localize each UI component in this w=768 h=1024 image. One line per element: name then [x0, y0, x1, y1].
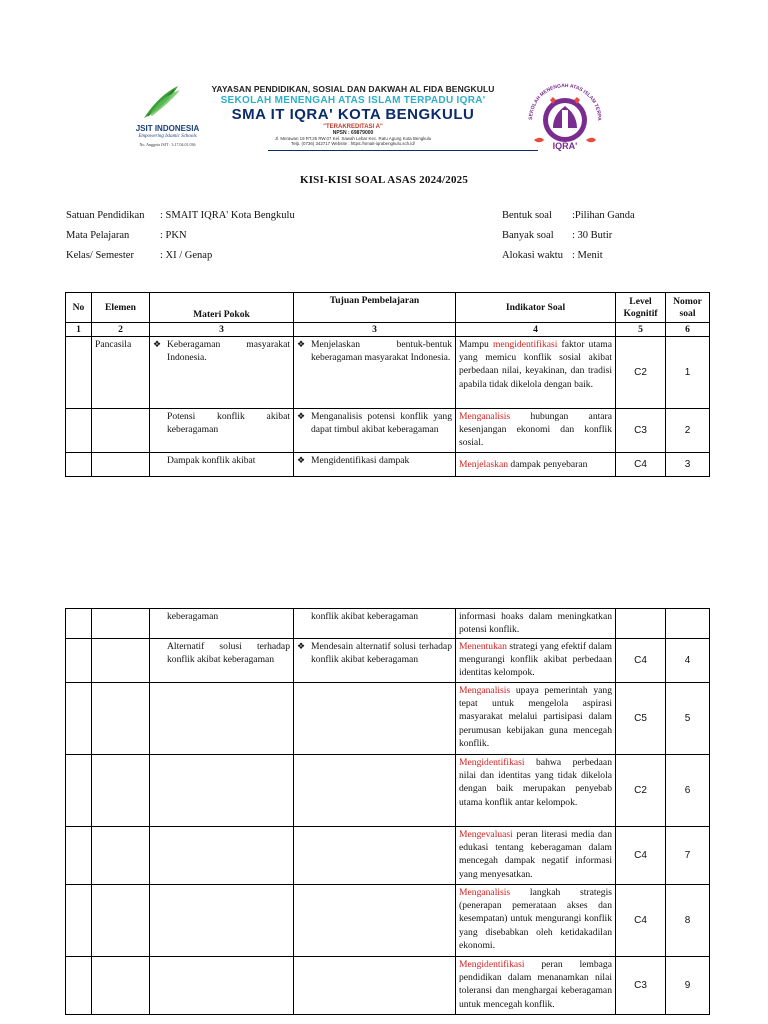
cell-tujuan: [294, 957, 456, 1015]
satuan-label: Satuan Pendidikan: [66, 210, 145, 221]
table-row: [66, 827, 710, 885]
kelas-label: Kelas/ Semester: [66, 250, 134, 261]
school-short-name: SMA IT IQRA' KOTA BENGKULU: [231, 106, 475, 123]
header-tujuan: Tujuan Pembelajaran: [294, 293, 456, 323]
indikator-text: hubungan antara kesenjangan ekonomi dan konflik sosial.: [459, 411, 612, 449]
cell-indikator: [456, 755, 616, 827]
cell-nomor: 9: [666, 957, 710, 1015]
jsit-name: JSIT INDONESIA: [135, 124, 200, 133]
cell-no: [66, 885, 92, 957]
cell-level: C3: [616, 409, 666, 453]
cell-indikator: [456, 639, 616, 683]
table-row: [66, 453, 710, 477]
banyak-value: : 30 Butir: [572, 230, 613, 241]
cell-elemen: [92, 683, 150, 755]
cell-indikator: [456, 885, 616, 957]
indikator-verb: Menganalisis: [459, 887, 511, 898]
cell-level: C5: [616, 683, 666, 755]
indikator-verb: Mengidentifikasi: [459, 959, 525, 970]
table-row: [66, 885, 710, 957]
cell-level: [616, 609, 666, 639]
cell-elemen: [92, 755, 150, 827]
col-num: 6: [666, 323, 710, 337]
cell-indikator: [456, 609, 616, 639]
table-header-row: [66, 293, 710, 323]
indikator-text: upaya pemerintah yang tepat untuk mengelola aspirasi masyarakat melalui partisipasi dalam perumusan kebijakan guna mencegah konflik.: [459, 685, 612, 749]
foundation-name: YAYASAN PENDIDIKAN, SOSIAL DAN DAKWAH AL FIDA BENGKULU: [211, 84, 495, 94]
npsn: NPSN : 69879000: [332, 130, 374, 136]
col-num: 2: [92, 323, 150, 337]
indikator-text: bahwa perbedaan nilai dan identitas yang tidak dikelola dengan baik merupakan penyebab utama konflik antar kelompok.: [459, 757, 612, 808]
header-materi: Materi Pokok: [150, 293, 294, 323]
cell-tujuan: [294, 683, 456, 755]
cell-tujuan: [294, 337, 456, 409]
cell-elemen: [92, 827, 150, 885]
jsit-tagline: Empowering Islamic Schools: [138, 134, 197, 139]
cell-indikator: [456, 827, 616, 885]
bullet-icon: ❖: [297, 455, 306, 465]
header-elemen: Elemen: [92, 293, 150, 323]
bentuk-label: Bentuk soal: [502, 210, 552, 221]
table-row: [66, 683, 710, 755]
cell-nomor: 2: [666, 409, 710, 453]
table-row: [66, 755, 710, 827]
cell-nomor: [666, 609, 710, 639]
cell-level: C4: [616, 453, 666, 477]
cell-level: C2: [616, 755, 666, 827]
tujuan-text: konflik akibat keberagaman: [311, 611, 419, 622]
cell-indikator: [456, 683, 616, 755]
header-indikator: Indikator Soal: [456, 293, 616, 323]
letterhead: [110, 80, 610, 158]
tujuan-text: Menganalisis potensi konflik yang dapat timbul akibat keberagaman: [311, 411, 452, 436]
table-row: [66, 609, 710, 639]
cell-no: [66, 609, 92, 639]
cell-tujuan: [294, 409, 456, 453]
indikator-verb: Menganalisis: [459, 411, 511, 422]
mapel-value: : PKN: [160, 230, 187, 241]
cell-tujuan: [294, 639, 456, 683]
col-num: 5: [616, 323, 666, 337]
cell-no: [66, 453, 92, 477]
cell-indikator: [456, 337, 616, 409]
cell-nomor: 6: [666, 755, 710, 827]
cell-elemen: [92, 609, 150, 639]
cell-no: [66, 827, 92, 885]
cell-indikator: [456, 409, 616, 453]
col-num: 1: [66, 323, 92, 337]
materi-text: Potensi konflik akibat keberagaman: [167, 411, 290, 436]
col-num: 3: [150, 323, 294, 337]
cell-elemen: [92, 409, 150, 453]
col-num: 4: [456, 323, 616, 337]
cell-nomor: 7: [666, 827, 710, 885]
cell-tujuan: [294, 453, 456, 477]
indikator-text: dampak penyebaran: [508, 458, 588, 470]
letterhead-divider: [268, 150, 538, 151]
indikator-verb: Menganalisis: [459, 685, 511, 696]
indikator-text: peran lembaga pendidikan dalam menanamkan nilai toleransi dan menghargai keberagaman untuk mencegah konflik.: [459, 959, 612, 1010]
satuan-value: : SMAIT IQRA' Kota Bengkulu: [160, 210, 295, 221]
cell-level: C3: [616, 957, 666, 1015]
cell-no: [66, 337, 92, 409]
cell-nomor: 4: [666, 639, 710, 683]
cell-materi: [150, 957, 294, 1015]
table-row: [66, 409, 710, 453]
col-num: 3: [294, 323, 456, 337]
indikator-text: peran literasi media dan edukasi tentang keberagaman dalam mencegah dampak negatif informasi yang menyesatkan.: [459, 829, 612, 880]
document-title: KISI-KISI SOAL ASAS 2024/2025: [299, 174, 469, 186]
cell-indikator: [456, 453, 616, 477]
bullet-icon: ❖: [297, 339, 306, 349]
bullet-icon: ❖: [297, 411, 306, 421]
cell-materi: [150, 827, 294, 885]
indikator-verb: Mengidentifikasi: [459, 757, 525, 768]
indikator-text: faktor utama yang memicu konflik sosial akibat perbedaan nilai, keyakinan, dan tradisi apabila tidak dikelola dengan baik.: [459, 339, 612, 390]
alokasi-value: : Menit: [572, 250, 603, 261]
address: Jl. Merawan 19 RT.25 RW.07 Kel. Sawah Lebar Kec. Ratu Agung Kota Bengkulu: [274, 136, 432, 141]
indikator-verb: mengidentifikasi: [492, 339, 558, 350]
indikator-text: strategi yang efektif dalam mengurangi konflik akibat perbedaan identitas kelompok.: [459, 641, 612, 679]
cell-materi: [150, 683, 294, 755]
cell-indikator: [456, 957, 616, 1015]
cell-level: C4: [616, 639, 666, 683]
cell-no: [66, 755, 92, 827]
mapel-label: Mata Pelajaran: [66, 230, 130, 241]
cell-elemen: [92, 639, 150, 683]
cell-tujuan: [294, 827, 456, 885]
kisi-table-page-2: [65, 608, 710, 1015]
materi-text: Dampak konflik akibat: [167, 455, 256, 466]
kisi-table-page-1: [65, 292, 710, 477]
iqra-emblem-icon: [520, 76, 610, 156]
alokasi-label: Alokasi waktu: [502, 250, 563, 261]
cell-nomor: 8: [666, 885, 710, 957]
header-level: Level Kognitif: [616, 293, 666, 323]
cell-no: [66, 957, 92, 1015]
bentuk-value: :Pilihan Ganda: [572, 210, 635, 221]
cell-no: [66, 683, 92, 755]
cell-tujuan: [294, 885, 456, 957]
cell-materi: [150, 609, 294, 639]
cell-materi: [150, 755, 294, 827]
cell-elemen: [92, 957, 150, 1015]
cell-nomor: 3: [666, 453, 710, 477]
cell-elemen: Pancasila: [92, 337, 150, 409]
bullet-icon: ❖: [297, 641, 306, 651]
cell-level: C4: [616, 827, 666, 885]
cell-materi: [150, 337, 294, 409]
iqra-logo-name: IQRA': [552, 141, 578, 151]
indikator-text: informasi hoaks dalam meningkatkan potensi konflik.: [459, 611, 612, 636]
iqra-logo: [520, 76, 610, 156]
table-row: [66, 639, 710, 683]
table-number-row: [66, 323, 710, 337]
cell-tujuan: [294, 755, 456, 827]
cell-materi: [150, 453, 294, 477]
iqra-arc-text: SEKOLAH MENENGAH ATAS ISLAM TERPA: [527, 82, 603, 121]
banyak-label: Banyak soal: [502, 230, 554, 241]
accreditation: "TERAKREDITASI A": [323, 124, 383, 130]
kelas-value: : XI / Genap: [160, 250, 213, 261]
materi-text: Keberagaman masyarakat Indonesia.: [167, 339, 290, 364]
cell-level: C2: [616, 337, 666, 409]
cell-materi: [150, 885, 294, 957]
indikator-text: langkah strategis (penerapan pemerataan akses dan kesempatan) untuk mengurangi konflik yang disebabkan oleh ketidakadilan ekonomi.: [459, 887, 612, 951]
table-row: [66, 957, 710, 1015]
cell-materi: [150, 639, 294, 683]
cell-elemen: [92, 453, 150, 477]
cell-nomor: 5: [666, 683, 710, 755]
cell-nomor: 1: [666, 337, 710, 409]
cell-no: [66, 639, 92, 683]
cell-no: [66, 409, 92, 453]
letterhead-text: [168, 84, 538, 146]
contact: Telp. (0736) 342717 Website : https://smait-iqrabengkulu.sch.id/: [291, 141, 415, 146]
table-row: [66, 337, 710, 409]
indikator-verb: Mengevaluasi: [459, 829, 513, 840]
school-long-name: SEKOLAH MENENGAH ATAS ISLAM TERPADU IQRA': [220, 95, 486, 106]
indikator-prefix: Mampu: [459, 339, 493, 350]
header-nomor: Nomor soal: [666, 293, 710, 323]
tujuan-text: Menjelaskan bentuk-bentuk keberagaman masyarakat Indonesia.: [311, 339, 452, 364]
tujuan-text: Mengidentifikasi dampak: [311, 455, 410, 466]
jsit-member-no: No. Anggota JSIT : 3.17.04.01.036: [139, 142, 196, 147]
materi-text: Alternatif solusi terhadap konflik akibat keberagaman: [167, 641, 290, 666]
tujuan-text: Mendesain alternatif solusi terhadap konflik akibat keberagaman: [311, 641, 452, 666]
indikator-verb: Menjelaskan: [459, 458, 509, 470]
cell-level: C4: [616, 885, 666, 957]
cell-elemen: [92, 885, 150, 957]
materi-text: keberagaman: [167, 611, 219, 622]
cell-tujuan: [294, 609, 456, 639]
indikator-verb: Menentukan: [459, 641, 507, 652]
cell-materi: [150, 409, 294, 453]
bullet-icon: ❖: [153, 339, 162, 349]
header-no: No: [66, 293, 92, 323]
